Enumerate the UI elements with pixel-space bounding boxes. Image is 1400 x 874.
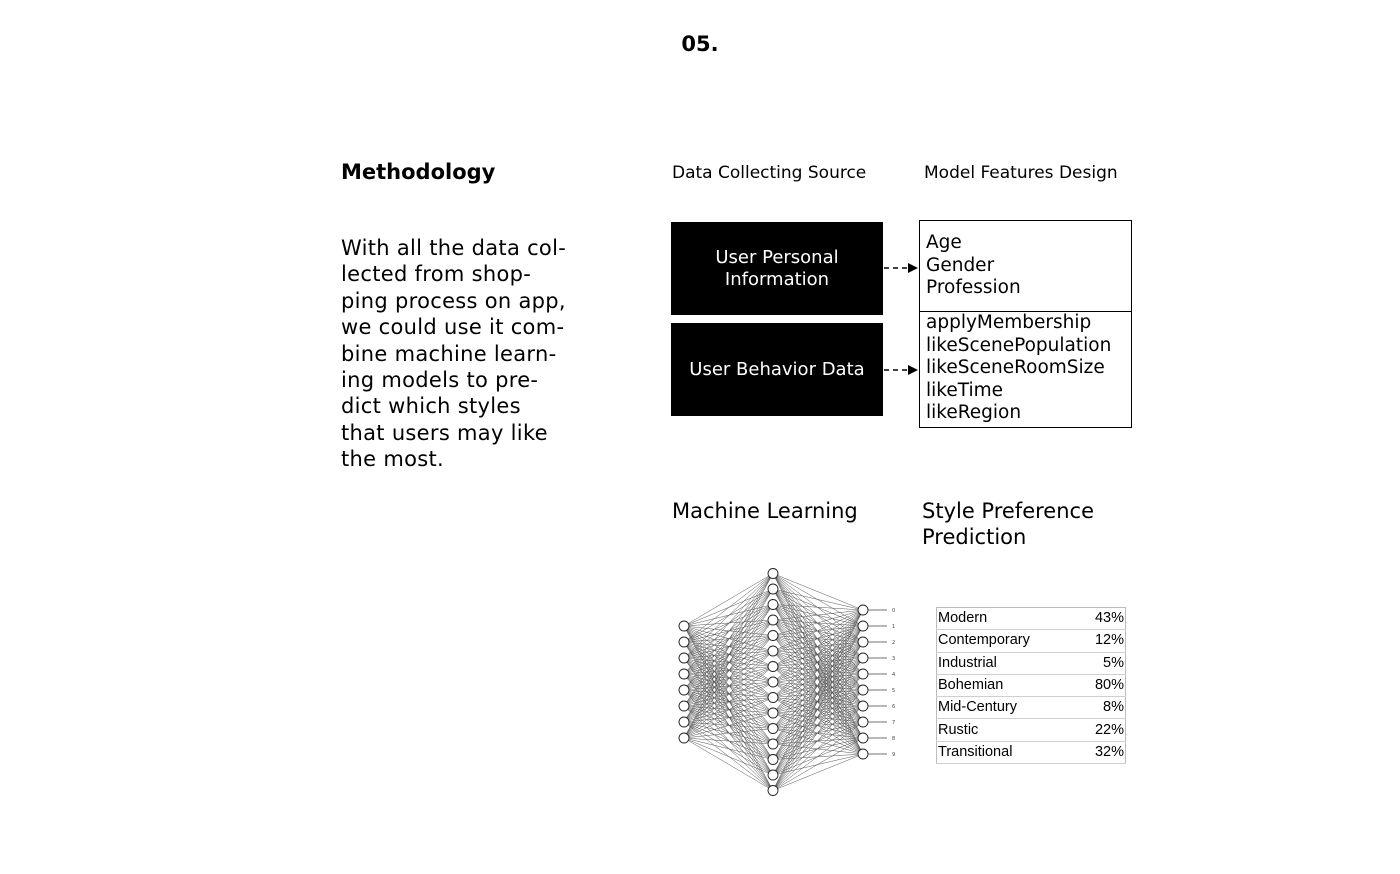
output-label: 5 (892, 688, 896, 694)
feature-item: Age (926, 232, 962, 253)
style-percent: 12% (1078, 630, 1125, 652)
style-name: Mid-Century (937, 697, 1079, 719)
style-prediction-table (936, 607, 1126, 764)
network-connection (684, 574, 773, 659)
feature-item: likeRegion (926, 402, 1022, 423)
network-connection (773, 706, 863, 791)
network-node (858, 701, 868, 711)
output-label: 3 (892, 656, 896, 662)
style-name: Contemporary (937, 630, 1079, 652)
network-node (858, 685, 868, 695)
style-percent: 5% (1078, 652, 1125, 674)
network-connection (684, 574, 773, 675)
network-node (858, 733, 868, 743)
body-line: we could use it com- (341, 315, 565, 340)
network-node (768, 755, 778, 765)
style-percent: 8% (1078, 697, 1125, 719)
output-label: 9 (892, 752, 896, 758)
model-features-heading: Model Features Design (924, 163, 1118, 183)
network-node (679, 621, 689, 631)
style-name: Modern (937, 608, 1079, 630)
network-node (768, 739, 778, 749)
body-line: ing models to pre- (341, 368, 539, 393)
source-label: User Personal (715, 246, 839, 268)
network-node (858, 669, 868, 679)
network-node (679, 701, 689, 711)
network-node (768, 584, 778, 594)
network-node (679, 733, 689, 743)
network-node (679, 685, 689, 695)
network-node (768, 600, 778, 610)
body-line: With all the data col- (341, 236, 567, 260)
network-node (768, 724, 778, 734)
table-row (937, 652, 1126, 674)
table-row (937, 674, 1126, 696)
style-percent: 22% (1078, 719, 1125, 741)
data-source-heading: Data Collecting Source (672, 163, 867, 183)
output-label: 6 (892, 704, 896, 710)
style-name: Industrial (937, 652, 1079, 674)
style-percent: 43% (1078, 608, 1125, 630)
network-node (679, 669, 689, 679)
network-node (768, 569, 778, 579)
body-line: that users may like (341, 420, 548, 445)
network-connection (684, 574, 773, 627)
output-label: 1 (892, 624, 896, 630)
feature-item: likeTime (926, 379, 1003, 401)
source-label: Information (724, 268, 830, 290)
network-node (768, 708, 778, 718)
feature-item: likeSceneRoomSize (926, 357, 1105, 378)
body-line: ping process on app, (341, 288, 566, 313)
output-label: 2 (892, 640, 896, 646)
source-label: User Behavior Data (689, 358, 865, 380)
body-line: the most. (341, 447, 444, 472)
network-node (858, 637, 868, 647)
feature-item: Gender (926, 254, 995, 276)
style-name: Transitional (937, 741, 1079, 763)
prediction-heading-line: Style Preference (922, 499, 1094, 523)
section-title: Methodology (341, 160, 496, 184)
network-node (858, 749, 868, 759)
network-node (858, 653, 868, 663)
output-label: 7 (892, 720, 896, 726)
network-connection (773, 690, 863, 791)
network-node (679, 717, 689, 727)
network-connection (773, 738, 863, 791)
style-name: Rustic (937, 719, 1079, 741)
network-node (768, 662, 778, 672)
prediction-heading-line: Prediction (922, 525, 1027, 549)
network-node (768, 631, 778, 641)
network-node (768, 615, 778, 625)
page-number: 05. (681, 32, 719, 56)
network-node (679, 653, 689, 663)
output-label: 0 (892, 608, 896, 614)
output-label: 8 (892, 736, 896, 742)
network-node (768, 786, 778, 796)
style-name: Bohemian (937, 674, 1079, 696)
network-node (679, 637, 689, 647)
table-row (937, 741, 1126, 763)
table-row (937, 608, 1126, 630)
feature-item: Profession (926, 277, 1021, 298)
network-connection (684, 738, 773, 791)
body-line: lected from shop- (341, 262, 532, 287)
body-line: dict which styles (341, 394, 521, 419)
machine-learning-heading: Machine Learning (672, 499, 858, 523)
network-connection (773, 610, 863, 729)
network-node (858, 717, 868, 727)
network-node (768, 677, 778, 687)
table-row (937, 697, 1126, 719)
body-line: bine machine learn- (341, 341, 557, 366)
output-label: 4 (892, 672, 896, 678)
network-node (768, 693, 778, 703)
table-row (937, 719, 1126, 741)
network-node (858, 621, 868, 631)
table-row (937, 630, 1126, 652)
network-node (768, 646, 778, 656)
style-percent: 32% (1078, 741, 1125, 763)
feature-item: applyMembership (926, 312, 1092, 333)
network-node (858, 605, 868, 615)
style-percent: 80% (1078, 674, 1125, 696)
network-node (768, 770, 778, 780)
feature-item: likeScenePopulation (926, 334, 1112, 356)
